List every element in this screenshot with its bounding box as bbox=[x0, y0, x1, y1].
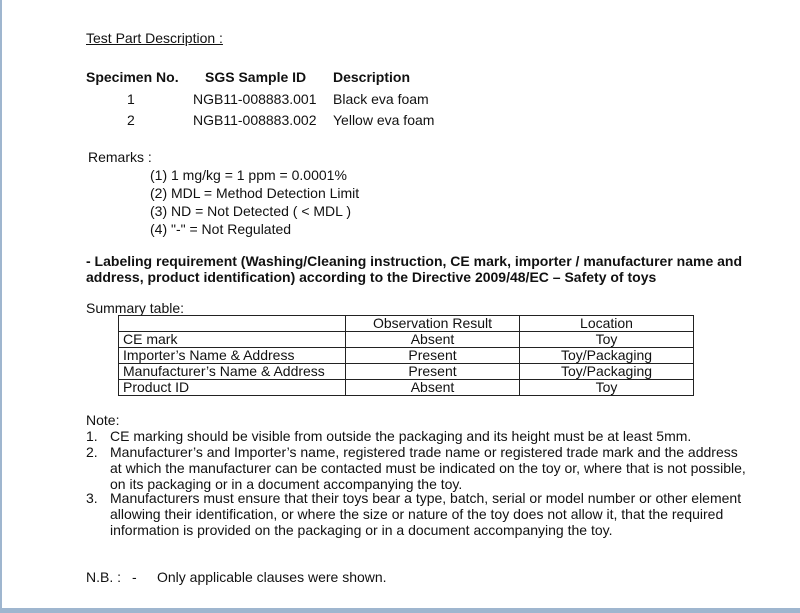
summary-cell-location: Toy/Packaging bbox=[520, 364, 694, 380]
nb-dash: - bbox=[132, 569, 137, 585]
summary-cell-observation: Present bbox=[346, 348, 520, 364]
summary-cell-observation: Absent bbox=[346, 332, 520, 348]
table-row bbox=[119, 380, 694, 396]
remark-item-2: (2) MDL = Method Detection Limit bbox=[150, 185, 360, 201]
remarks-title: Remarks : bbox=[88, 149, 152, 165]
note-3-number: 3. bbox=[86, 490, 98, 506]
remark-item-1: (1) 1 mg/kg = 1 ppm = 0.0001% bbox=[150, 167, 347, 183]
specimen-row-2-description: Yellow eva foam bbox=[333, 112, 435, 128]
summary-cell-observation: Present bbox=[346, 364, 520, 380]
window-left-border bbox=[0, 0, 2, 613]
labeling-requirement-line-2: address, product identification) according to the Directive 2009/48/EC – Safety of toys bbox=[86, 269, 657, 285]
table-row bbox=[119, 332, 694, 348]
specimen-row-2-no: 2 bbox=[127, 112, 135, 128]
remark-item-4: (4) "-" = Not Regulated bbox=[150, 221, 292, 237]
note-1-number: 1. bbox=[86, 428, 98, 444]
window-bottom-border bbox=[0, 608, 800, 613]
summary-cell-item: Product ID bbox=[119, 380, 346, 396]
note-2-number: 2. bbox=[86, 444, 98, 460]
summary-cell-item: CE mark bbox=[119, 332, 346, 348]
specimen-row-1-id: NGB11-008883.001 bbox=[193, 91, 317, 107]
summary-header-blank bbox=[119, 316, 346, 332]
nb-label: N.B. : bbox=[86, 569, 122, 585]
summary-cell-observation: Absent bbox=[346, 380, 520, 396]
specimen-row-1-no: 1 bbox=[127, 91, 135, 107]
summary-header-observation: Observation Result bbox=[346, 316, 520, 332]
note-3-line-3: information is provided on the packaging or in a document accompanying the toy. bbox=[110, 522, 613, 538]
specimen-header-no: Specimen No. bbox=[86, 69, 179, 85]
note-title: Note: bbox=[86, 412, 120, 428]
specimen-row-2-id: NGB11-008883.002 bbox=[193, 112, 317, 128]
summary-cell-location: Toy/Packaging bbox=[520, 348, 694, 364]
summary-table-title: Summary table: bbox=[86, 300, 185, 316]
note-2-line-2: at which the manufacturer can be contacted must be indicated on the toy or, where that is not possible, bbox=[110, 460, 746, 476]
summary-table-header-row bbox=[119, 316, 694, 332]
summary-cell-location: Toy bbox=[520, 380, 694, 396]
summary-table bbox=[118, 315, 694, 396]
labeling-requirement-line-1: - Labeling requirement (Washing/Cleaning instruction, CE mark, importer / manufacturer name and bbox=[86, 253, 743, 269]
summary-cell-location: Toy bbox=[520, 332, 694, 348]
table-row bbox=[119, 348, 694, 364]
note-3-line-1: Manufacturers must ensure that their toys bear a type, batch, serial or model number or other element bbox=[110, 490, 742, 506]
note-1-line-1: CE marking should be visible from outside the packaging and its height must be at least 5mm. bbox=[110, 428, 692, 444]
note-2-line-1: Manufacturer’s and Importer’s name, registered trade name or registered trade mark and the address bbox=[110, 444, 738, 460]
specimen-header-description: Description bbox=[333, 69, 411, 85]
summary-header-location: Location bbox=[520, 316, 694, 332]
summary-cell-item: Manufacturer’s Name & Address bbox=[119, 364, 346, 380]
nb-text: Only applicable clauses were shown. bbox=[157, 569, 387, 585]
specimen-header-id: SGS Sample ID bbox=[205, 69, 307, 85]
specimen-row-1-description: Black eva foam bbox=[333, 91, 429, 107]
summary-cell-item: Importer’s Name & Address bbox=[119, 348, 346, 364]
test-part-heading: Test Part Description : bbox=[86, 30, 223, 46]
table-row bbox=[119, 364, 694, 380]
remark-item-3: (3) ND = Not Detected ( < MDL ) bbox=[150, 203, 351, 219]
note-3-line-2: allowing their identification, or where the size or nature of the toy does not allow it, that the required bbox=[110, 506, 724, 522]
note-2-line-3: on its packaging or in a document accompanying the toy. bbox=[110, 476, 463, 492]
